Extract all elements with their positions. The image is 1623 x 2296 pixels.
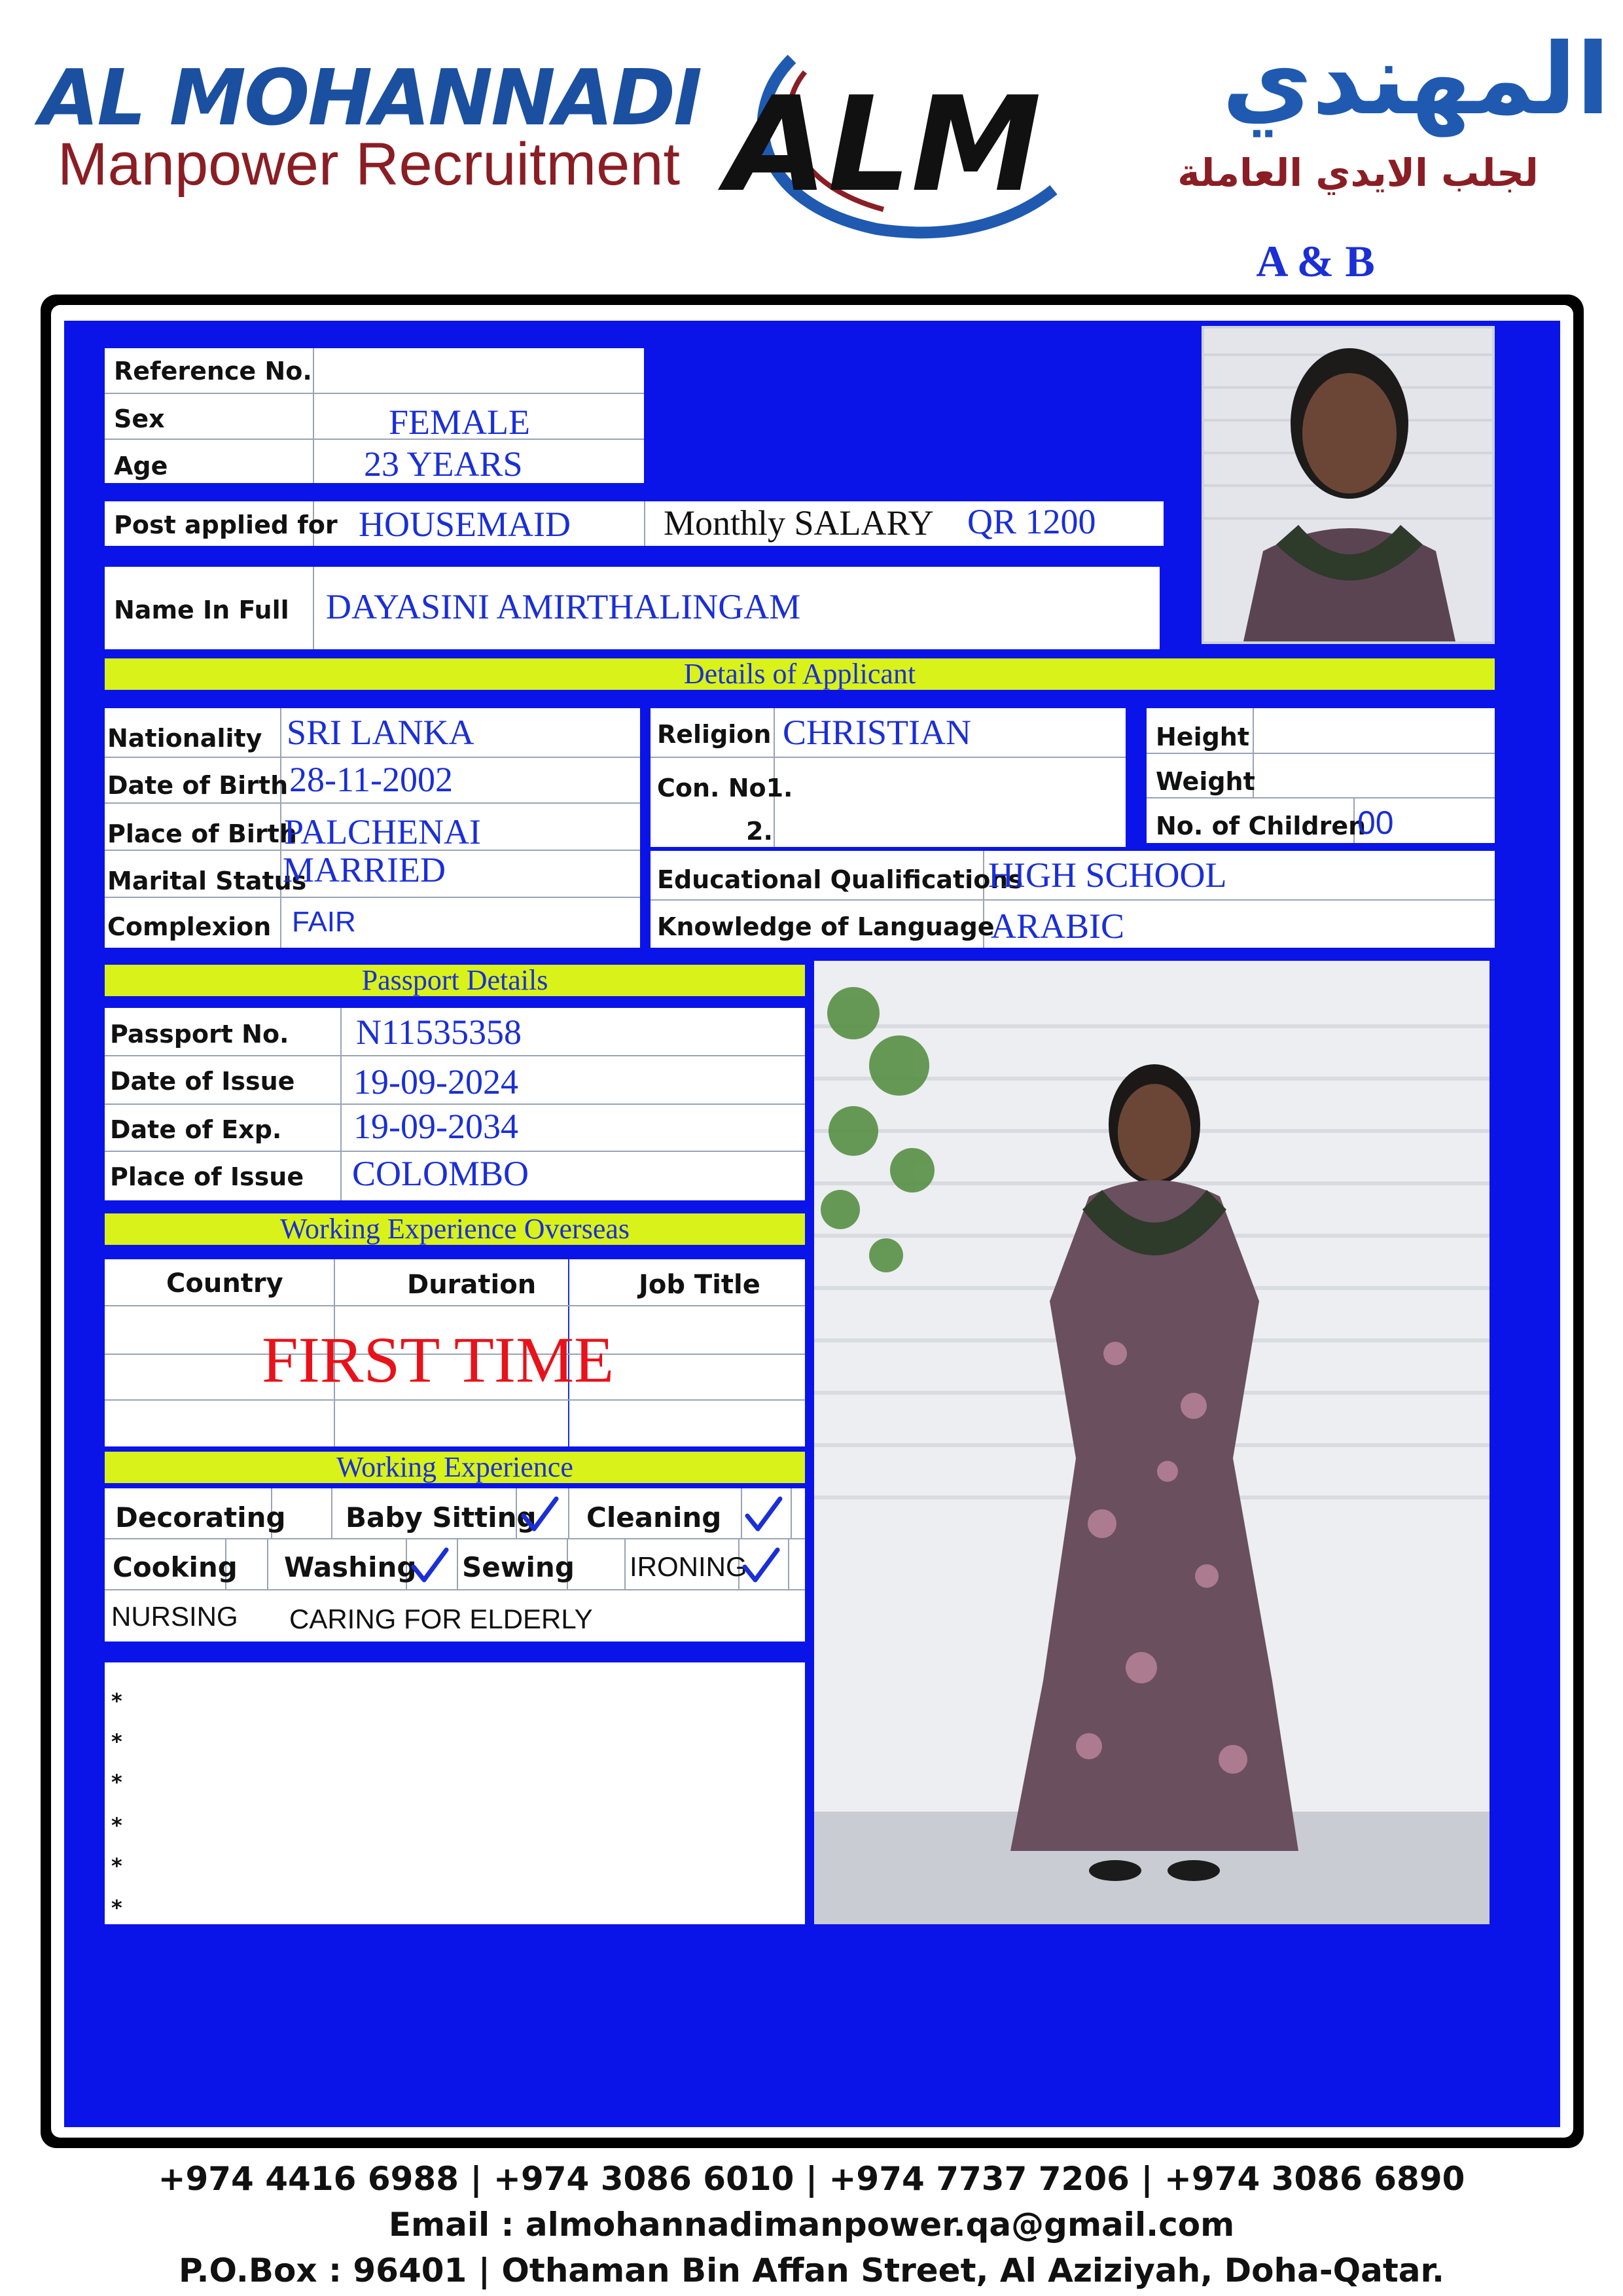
passport-issue-value: 19-09-2024 [353,1062,518,1102]
skill-ironing-label: IRONING [630,1551,747,1582]
children-label: No. of Children [1156,812,1366,840]
dob-value: 28-11-2002 [289,760,453,799]
name-value: DAYASINI AMIRTHALINGAM [326,587,801,626]
age-label: Age [114,452,168,480]
note-bullet: * [111,1895,122,1920]
skill-washing-label: Washing [284,1551,417,1583]
note-bullet: * [111,1729,122,1754]
footer-phones: +974 4416 6988 | +974 3086 6010 | +974 7737 7206 | +974 3086 6890 [158,2160,1465,2198]
children-value: 00 [1357,804,1394,841]
overseas-col-duration: Duration [407,1270,537,1300]
applicant-full-photo [814,961,1489,1924]
complexion-value: FAIR [292,906,356,938]
skill-washing-check-icon [410,1546,449,1585]
overseas-col-country: Country [166,1268,283,1299]
skill-ironing-check-icon [741,1546,780,1585]
arabic-company-name: المهندي [1222,23,1610,137]
note-bullet: * [111,1689,122,1713]
note-bullet: * [111,1813,122,1838]
name-label: Name In Full [114,596,289,624]
passport-number-label: Passport No. [110,1020,289,1049]
religion-label: Religion [657,720,772,749]
passport-issue-label: Date of Issue [110,1067,295,1096]
salary-value: QR 1200 [967,502,1096,541]
passport-exp-value: 19-09-2034 [353,1107,518,1146]
marital-label: Marital Status [107,867,307,895]
skill-babysitting-check-icon [520,1495,559,1534]
notes-box [105,1662,805,1924]
company-subtitle: Manpower Recruitment [58,131,681,198]
passport-place-label: Place of Issue [110,1162,304,1191]
skill-sewing-label: Sewing [462,1551,575,1583]
skill-nursing-label: NURSING [111,1601,238,1632]
skill-decorating-label: Decorating [115,1501,286,1534]
age-value: 23 YEARS [364,444,523,484]
height-label: Height [1156,723,1250,751]
education-label: Educational Qualifications [657,865,1023,894]
weight-label: Weight [1156,767,1255,796]
passport-place-value: COLOMBO [352,1154,529,1193]
passport-exp-label: Date of Exp. [110,1115,282,1144]
language-value: ARABIC [991,906,1125,946]
alm-logo [713,33,1067,249]
religion-value: CHRISTIAN [783,713,972,752]
overseas-section-title: Working Experience Overseas [105,1213,805,1245]
sex-label: Sex [114,404,165,433]
post-label: Post applied for [114,511,338,539]
footer-address: P.O.Box : 96401 | Othaman Bin Affan Street, Al Aziziyah, Doha-Qatar. [179,2251,1444,2289]
contact2-label: 2. [746,817,773,846]
skill-elderly-care-label: CARING FOR ELDERLY [289,1604,593,1634]
arabic-tagline: لجلب الايدي العاملة [1177,151,1539,195]
reference-label: Reference No. [114,357,312,386]
passport-number-value: N11535358 [356,1013,522,1052]
education-value: HIGH SCHOOL [988,855,1227,895]
company-name: AL MOHANNADI [39,52,701,143]
pob-value: PALCHENAI [284,812,482,852]
sex-value: FEMALE [389,403,530,442]
note-bullet: * [111,1770,122,1795]
footer-email: Email : almohannadimanpower.qa@gmail.com [388,2206,1235,2244]
skill-cleaning-label: Cleaning [586,1501,722,1534]
grade-label: A & B [1256,236,1375,286]
post-value: HOUSEMAID [359,505,571,544]
experience-section-title: Working Experience [105,1452,805,1483]
overseas-col-job-title: Job Title [639,1270,760,1300]
alm-logo-text: ALM [726,69,1042,221]
first-time-stamp: FIRST TIME [262,1323,615,1396]
note-bullet: * [111,1854,122,1878]
salary-label: Monthly SALARY [664,503,934,543]
skill-babysitting-label: Baby Sitting [346,1501,537,1534]
passport-section-title: Passport Details [105,965,805,996]
nationality-label: Nationality [107,724,262,753]
applicant-portrait [1202,326,1495,644]
pob-label: Place of Birth [107,819,297,848]
language-label: Knowledge of Language [657,912,995,941]
skill-cooking-label: Cooking [113,1551,238,1583]
nationality-value: SRI LANKA [287,713,474,752]
dob-label: Date of Birth [107,771,289,800]
skill-cleaning-check-icon [743,1495,783,1534]
marital-value: MARRIED [283,850,446,889]
contact1-label: Con. No1. [657,774,793,802]
complexion-label: Complexion [107,912,272,941]
details-section-title: Details of Applicant [105,658,1495,690]
